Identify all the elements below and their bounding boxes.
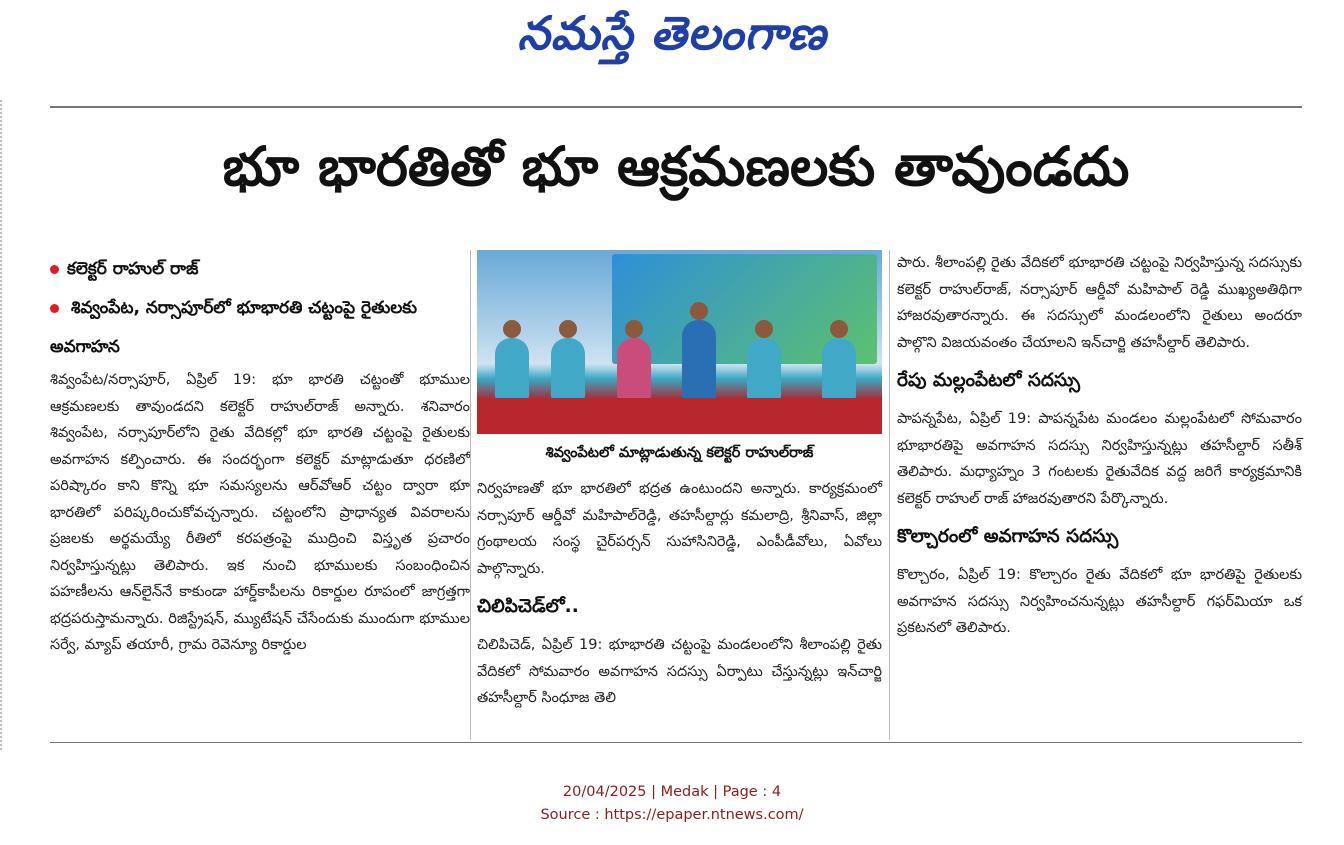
subheading-chilipched: చిలిపిచెడ్‌లో..: [477, 596, 579, 617]
footer-date-edition: 20/04/2025 | Medak | Page : 4: [562, 784, 782, 800]
event-photo: [477, 250, 882, 434]
bullet-item: శివ్వంపేట, నర్సాపూర్‌లో భూభారతి చట్టంపై రైతులకు అవగాహన: [50, 298, 418, 357]
right-body-text: పారు. శీలాంపల్లి రైతు వేదికలో భూభారతి చట్టంపై నిర్వహిస్తున్న సదస్సుకు కలెక్టర్ రాహుల్‌రాజ్, నర్సాపూర్ ఆర్డీవో మహిపాల్ రెడ్డి ముఖ్యఅతిథిగా హాజరవుతారన్నారు. ఈ సదస్సులో మండలంలోని రైతులు అందరూ పాల్గొని విజయవంతం చేయాలని ఇన్‌చార్జి తహసీల్దార్ తెలిపారు.: [897, 255, 1302, 351]
left-column: [50, 250, 470, 659]
right-column: [897, 250, 1302, 642]
page-bottom-divider: [50, 742, 1302, 743]
kowcharam-body-text: కొల్చారం, ఏప్రిల్ 19: కొల్చారం రైతు వేదికలో భూ భారతిపై రైతులకు అవగాహన సదస్సు నిర్వహించనున్నట్లు తహసీల్దార్ గఫర్‌మియా ఒక ప్రకటనలో తెలిపారు.: [897, 567, 1302, 636]
subheading-mallampet: రేపు మల్లంపేటలో సదస్సు: [897, 370, 1080, 391]
middle-column: [477, 250, 882, 712]
mallampet-body-text: పాపన్నపేట, ఏప్రిల్ 19: పాపన్నపేట మండలం మల్లంపేటలో సోమవారం భూభారతిపై అవగాహన సదస్సు నిర్వహిస్తున్నట్లు తహసీల్దార్ సతీశ్ తెలిపారు. మధ్యాహ్నం 3 గంటలకు రైతువేదిక వద్ద జరిగే కార్యక్రమానికి కలెక్టర్ రాహుల్ రాజ్ హాజరవుతారని పేర్కొన్నారు.: [897, 411, 1302, 507]
masthead-divider: [50, 106, 1302, 108]
column-divider: [889, 250, 890, 740]
red-bullet-icon: [50, 304, 59, 313]
photo-caption: శివ్వంపేటలో మాట్లాడుతున్న కలెక్టర్ రాహుల్‌రాజ్: [545, 445, 814, 461]
chilipched-body-text: చిలిపిచెడ్, ఏప్రిల్ 19: భూభారతి చట్టంపై మండలంలోని శీలాంపల్లి రైతు వేదికలో సోమవారం అవగాహన సదస్సు ఏర్పాటు చేస్తున్నట్లు ఇన్‌చార్జి తహసీల్దార్ సింధూజ తెలి: [477, 637, 882, 706]
left-body-text: శివ్వంపేట/నర్సాపూర్, ఏప్రిల్ 19: భూ భారతి చట్టంతో భూముల ఆక్రమణలకు తావుండదని కలెక్టర్ రాహుల్‌రాజ్ అన్నారు. శనివారం శివ్వంపేట, నర్సాపూర్‌లోని రైతు వేదికల్లో భూ భారతి చట్టంపై రైతులకు అవగాహన కల్పించారు. ఈ సందర్భంగా కలెక్టర్ మాట్లాడుతూ ధరణిలో పరిష్కారం కాని కొన్ని భూ సమస్యలను ఆర్‌వోఆర్ చట్టం ద్వారా భూ భారతిలో పరిష్కరించుకోవచ్చన్నారు. చట్టంలోని ప్రాధాన్యత వివరాలను ప్రజలకు అర్థమయ్యే రీతిలో కరపత్రంపై ముద్రించి విస్తృత ప్రచారం నిర్వహిస్తున్నట్లు తెలిపారు. ఇక నుంచి భూములకు సంబంధించిన పహణీలను ఆన్‌లైన్‌నే కాకుండా హార్డ్‌కాపీలను రికార్డుల రూపంలో జాగ్రత్తగా భద్రపరుస్తామన్నారు. రిజిస్ట్రేషన్, మ్యుటేషన్ చేసేందుకు ముందుగా భూముల సర్వే, మ్యాప్ తయారీ, గ్రామ రెవెన్యూ రికార్డుల: [50, 372, 470, 653]
page-edge-marks: [0, 100, 8, 750]
article-headline: భూ భారతితో భూ ఆక్రమణలకు తావుండదు: [222, 135, 1130, 198]
stage-table: [477, 398, 882, 434]
footer-source-link[interactable]: Source : https://epaper.ntnews.com/: [540, 807, 804, 823]
middle-body-text: నిర్వహణతో భూ భారతిలో భద్రత ఉంటుందని అన్నారు. కార్యక్రమంలో నర్సాపూర్ ఆర్డీవో మహిపాల్‌రెడ్డి, తహసీల్దార్లు కమలాద్రి, శ్రీనివాస్, జిల్లా గ్రంథాలయ సంస్థ చైర్‌పర్సన్ సుహాసినిరెడ్డి, ఎంపీడీవోలు, ఏవోలు పాల్గొన్నారు.: [477, 481, 882, 577]
bullet-item: కలెక్టర్ రాహుల్ రాజ్: [50, 250, 470, 289]
column-divider: [470, 250, 471, 740]
newspaper-masthead-logo: నమస్తే తెలంగాణ: [517, 6, 827, 60]
subheading-kowcharam: కొల్చారంలో అవగాహన సదస్సు: [897, 526, 1119, 547]
red-bullet-icon: [50, 265, 59, 274]
